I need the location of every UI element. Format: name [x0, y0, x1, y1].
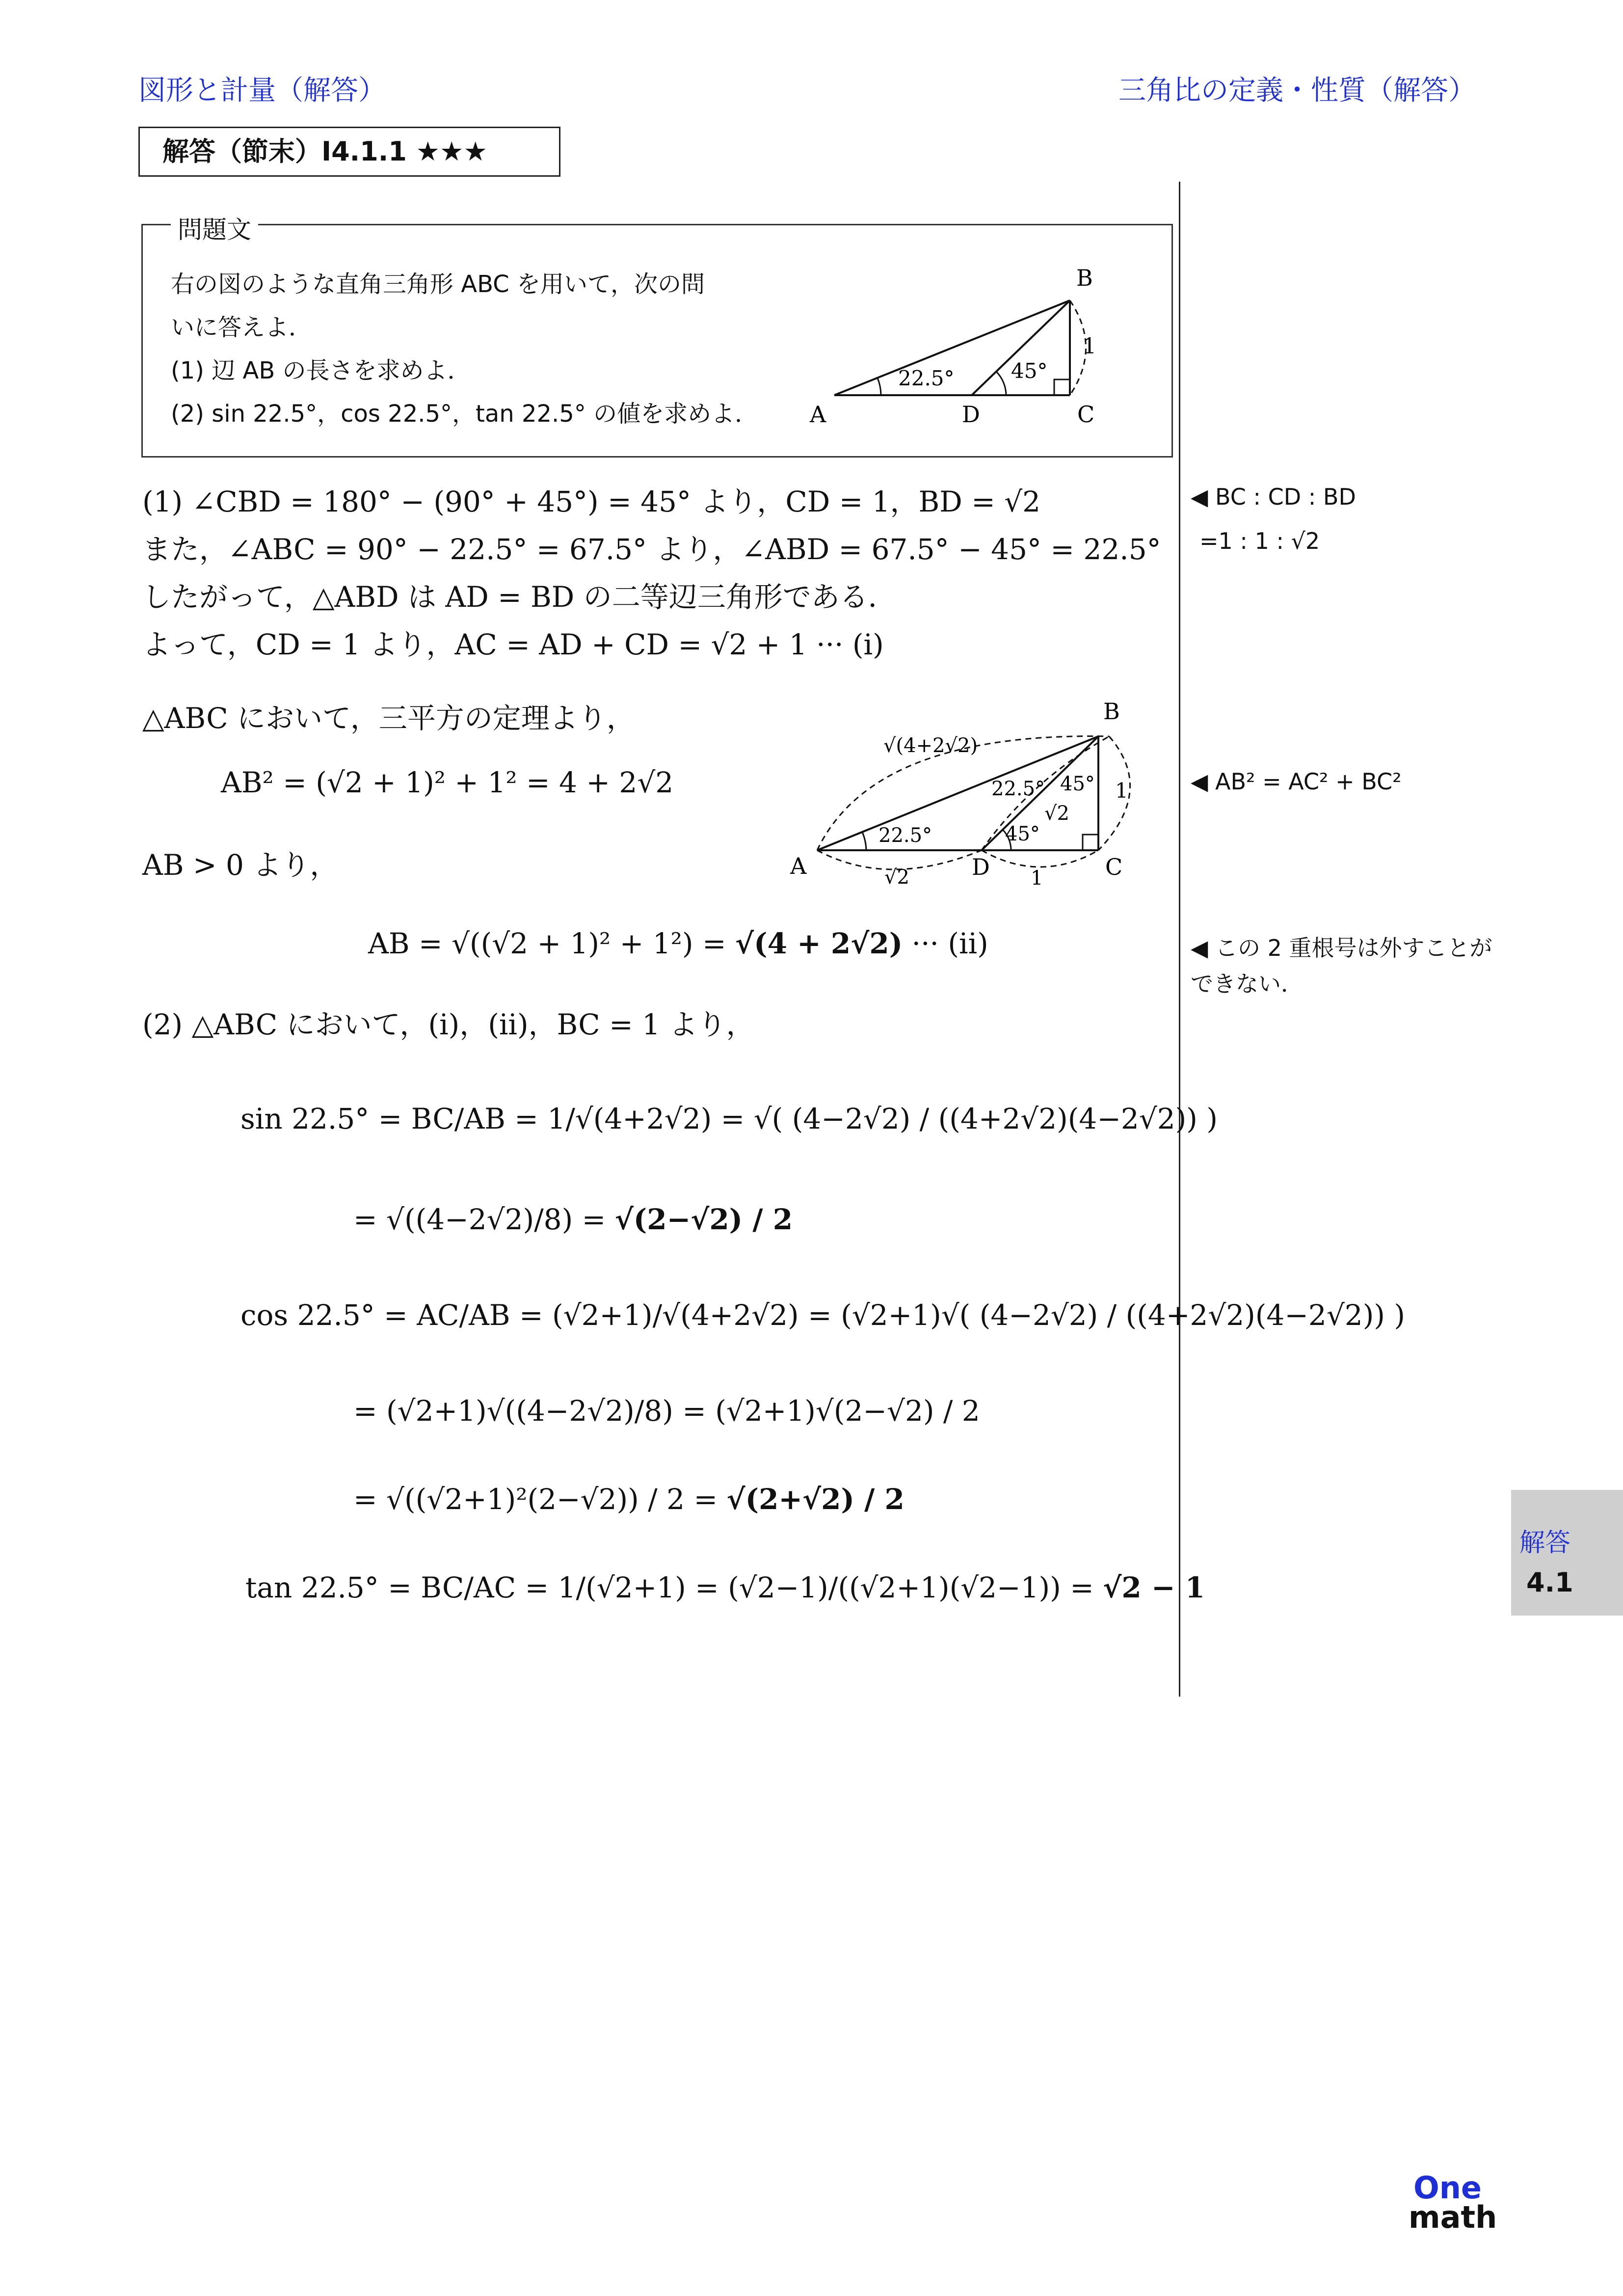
note-double-root-cont: できない．	[1191, 971, 1304, 997]
fig1-label-c: C	[1077, 401, 1095, 428]
fig2-label-d: D	[972, 854, 990, 880]
sin-line-1: sin 22.5° = BC/AB = 1/√(4+2√2) = √( (4−2√2) / ((4+2√2)(4−2√2)) )	[240, 1102, 1218, 1135]
fig1-label-d: D	[962, 401, 980, 428]
fig2-side-bd: √2	[1044, 802, 1069, 825]
cos-line-3	[353, 1483, 905, 1516]
fig2-side-ad: √2	[884, 866, 909, 889]
cos-line-2: = (√2+1)√((4−2√2)/8) = (√2+1)√(2−√2) / 2	[353, 1394, 980, 1428]
tan-line	[245, 1571, 1205, 1604]
cos-line-1: cos 22.5° = AC/AB = (√2+1)/√(4+2√2) = (√2+1)√( (4−2√2) / ((4+2√2)(4−2√2)) )	[240, 1298, 1406, 1332]
cos-line-3-expr: = √((√2+1)²(2−√2)) / 2 =	[353, 1483, 727, 1516]
problem-line-4: (2) sin 22.5°，cos 22.5°，tan 22.5° の値を求めよ．	[171, 400, 759, 428]
sin-answer: √(2−√2) / 2	[614, 1203, 793, 1236]
problem-label: 問題文	[171, 210, 258, 245]
fig2-angle-b2: 45°	[1060, 773, 1095, 795]
part1-line-1: (1) ∠CBD = 180° − (90° + 45°) = 45° より，CD = 1，BD = √2	[142, 485, 1041, 518]
fig2-side-ab: √(4+2√2)	[883, 734, 978, 757]
part1-line-2: また，∠ABC = 90° − 22.5° = 67.5° より，∠ABD = 67.5° − 45° = 22.5°	[142, 533, 1161, 566]
logo-one: One	[1413, 2170, 1482, 2206]
problem-triangle-figure	[795, 260, 1139, 437]
problem-line-1: 右の図のような直角三角形 ABC を用いて，次の問	[171, 270, 705, 298]
ab-result-value: √(4 + 2√2)	[735, 927, 903, 960]
fig2-angle-d: 45°	[1005, 823, 1040, 845]
fig2-side-dc: 1	[1031, 867, 1043, 890]
fig1-label-b: B	[1076, 265, 1093, 291]
fig1-side-bc: 1	[1083, 334, 1096, 359]
fig2-angle-a: 22.5°	[878, 824, 932, 847]
solution-title: 解答（節末）I4.1.1 ★★★	[138, 127, 560, 177]
part1-line-4: よって，CD = 1 より，AC = AD + CD = √2 + 1 ··· (i)	[142, 628, 884, 661]
pythagoras-intro: △ABC において，三平方の定理より，	[142, 702, 635, 735]
problem-line-3: (1) 辺 AB の長さを求めよ．	[171, 357, 471, 384]
cos-answer: √(2+√2) / 2	[726, 1483, 905, 1516]
fig1-label-a: A	[810, 401, 826, 428]
header-right: 三角比の定義・性質（解答）	[1118, 75, 1476, 107]
problem-line-2: いに答えよ．	[171, 314, 313, 341]
pythagoras-equation: AB² = (√2 + 1)² + 1² = 4 + 2√2	[221, 766, 674, 799]
note-ratio-value: =1 : 1 : √2	[1199, 528, 1320, 554]
fig2-label-b: B	[1103, 698, 1120, 725]
chapter-tab-number: 4.1	[1526, 1567, 1573, 1598]
note-pythagoras: ◀ AB² = AC² + BC²	[1191, 768, 1402, 795]
fig2-label-a: A	[790, 853, 807, 879]
tan-expr: tan 22.5° = BC/AC = 1/(√2+1) = (√2−1)/((√2+1)(√2−1)) =	[245, 1571, 1103, 1604]
detailed-triangle-figure	[775, 697, 1158, 903]
note-ratio: ◀ BC : CD : BD	[1191, 484, 1356, 510]
ab-result-lhs: AB = √((√2 + 1)² + 1²) =	[368, 927, 736, 960]
part1-line-3: したがって，△ABD は AD = BD の二等辺三角形である．	[142, 580, 897, 614]
chapter-tab-label: 解答	[1519, 1528, 1571, 1558]
fig2-label-c: C	[1105, 854, 1123, 880]
sin-line-2	[353, 1203, 793, 1236]
header-left: 図形と計量（解答）	[138, 75, 386, 107]
fig1-angle-a: 22.5°	[898, 366, 955, 390]
tan-answer: √2 − 1	[1103, 1571, 1205, 1604]
ab-positive: AB > 0 より，	[142, 848, 339, 882]
ab-result-tag: ··· (ii)	[903, 927, 988, 960]
part2-intro: (2) △ABC において，(i)，(ii)，BC = 1 より，	[142, 1008, 755, 1041]
sin-line-2-expr: = √((4−2√2)/8) =	[353, 1203, 615, 1236]
ab-result	[368, 927, 988, 960]
fig1-angle-d: 45°	[1011, 359, 1048, 383]
note-double-root: ◀ この 2 重根号は外すことが	[1191, 935, 1492, 961]
logo-math: math	[1409, 2199, 1497, 2235]
fig2-angle-b: 22.5°	[991, 778, 1045, 800]
margin-divider	[1179, 182, 1180, 1697]
fig2-side-bc: 1	[1115, 779, 1128, 803]
